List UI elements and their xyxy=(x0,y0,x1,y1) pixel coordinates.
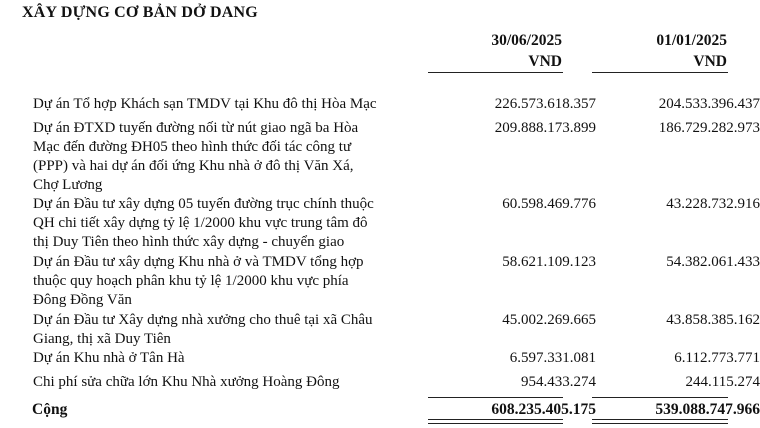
row-label-line: Dự án Khu nhà ở Tân Hà xyxy=(33,350,185,366)
value-prior: 204.533.396.437 xyxy=(658,96,760,112)
total-double-rule xyxy=(428,419,563,424)
value-current: 60.598.469.776 xyxy=(502,196,596,212)
row-label xyxy=(33,95,418,114)
total-current: 608.235.405.175 xyxy=(491,401,596,418)
total-prior: 539.088.747.966 xyxy=(655,401,760,418)
value-current: 209.888.173.899 xyxy=(494,120,596,136)
value-prior: 43.858.385.162 xyxy=(666,312,760,328)
section-title: XÂY DỰNG CƠ BẢN DỞ DANG xyxy=(22,4,258,21)
total-double-rule xyxy=(592,419,728,424)
column-date: 30/06/2025 xyxy=(491,32,562,49)
header-rule xyxy=(592,72,728,73)
header-rule xyxy=(428,72,563,73)
row-label xyxy=(33,253,418,310)
value-prior: 244.115.274 xyxy=(685,374,760,390)
row-label-line: QH chi tiết xây dựng tỷ lệ 1/2000 khu vực trung tâm đô xyxy=(33,215,368,231)
row-label-line: Chợ Lương xyxy=(33,177,103,193)
value-prior: 186.729.282.973 xyxy=(658,120,760,136)
row-label-line: Dự án Đầu tư xây dựng Khu nhà ở và TMDV tổng hợp xyxy=(33,254,364,270)
value-current: 6.597.331.081 xyxy=(509,350,596,366)
column-header-current xyxy=(428,30,562,72)
column-unit: VND xyxy=(528,53,562,70)
value-prior: 43.228.732.916 xyxy=(666,196,760,212)
value-current: 226.573.618.357 xyxy=(494,96,596,112)
row-label-line: Chi phí sửa chữa lớn Khu Nhà xưởng Hoàng Đông xyxy=(33,374,340,390)
subtotal-rule xyxy=(592,397,728,398)
row-label-line: Dự án Tổ hợp Khách sạn TMDV tại Khu đô thị Hòa Mạc xyxy=(33,96,377,112)
value-current: 954.433.274 xyxy=(521,374,596,390)
row-label-line: Dự án Đầu tư xây dựng 05 tuyến đường trục chính thuộc xyxy=(33,196,374,212)
row-label-line: Dự án Đầu tư Xây dựng nhà xưởng cho thuê tại xã Châu xyxy=(33,312,373,328)
row-label xyxy=(33,373,418,392)
total-label: Cộng xyxy=(32,401,68,418)
value-prior: 54.382.061.433 xyxy=(666,254,760,270)
row-label-line: Dự án ĐTXD tuyến đường nối từ nút giao ngã ba Hòa xyxy=(33,120,359,136)
column-header-prior xyxy=(595,30,727,72)
row-label xyxy=(33,349,418,368)
row-label-line: (PPP) và hai dự án đối ứng Khu nhà ở đô thị Văn Xá, xyxy=(33,158,354,174)
row-label xyxy=(33,195,418,252)
row-label xyxy=(33,311,418,349)
value-prior: 6.112.773.771 xyxy=(674,350,760,366)
subtotal-rule xyxy=(428,397,563,398)
column-unit: VND xyxy=(693,53,727,70)
column-date: 01/01/2025 xyxy=(656,32,727,49)
row-label xyxy=(33,119,418,195)
row-label-line: Mạc đến đường ĐH05 theo hình thức đối tác công tư xyxy=(33,139,352,155)
row-label-line: Đông Đồng Văn xyxy=(33,292,132,308)
row-label-line: thị Duy Tiên theo hình thức xây dựng - chuyển giao xyxy=(33,234,345,250)
value-current: 45.002.269.665 xyxy=(502,312,596,328)
row-label-line: Giang, thị xã Duy Tiên xyxy=(33,331,171,347)
row-label-line: thuộc quy hoạch phân khu tỷ lệ 1/2000 khu vực phía xyxy=(33,273,349,289)
value-current: 58.621.109.123 xyxy=(502,254,596,270)
